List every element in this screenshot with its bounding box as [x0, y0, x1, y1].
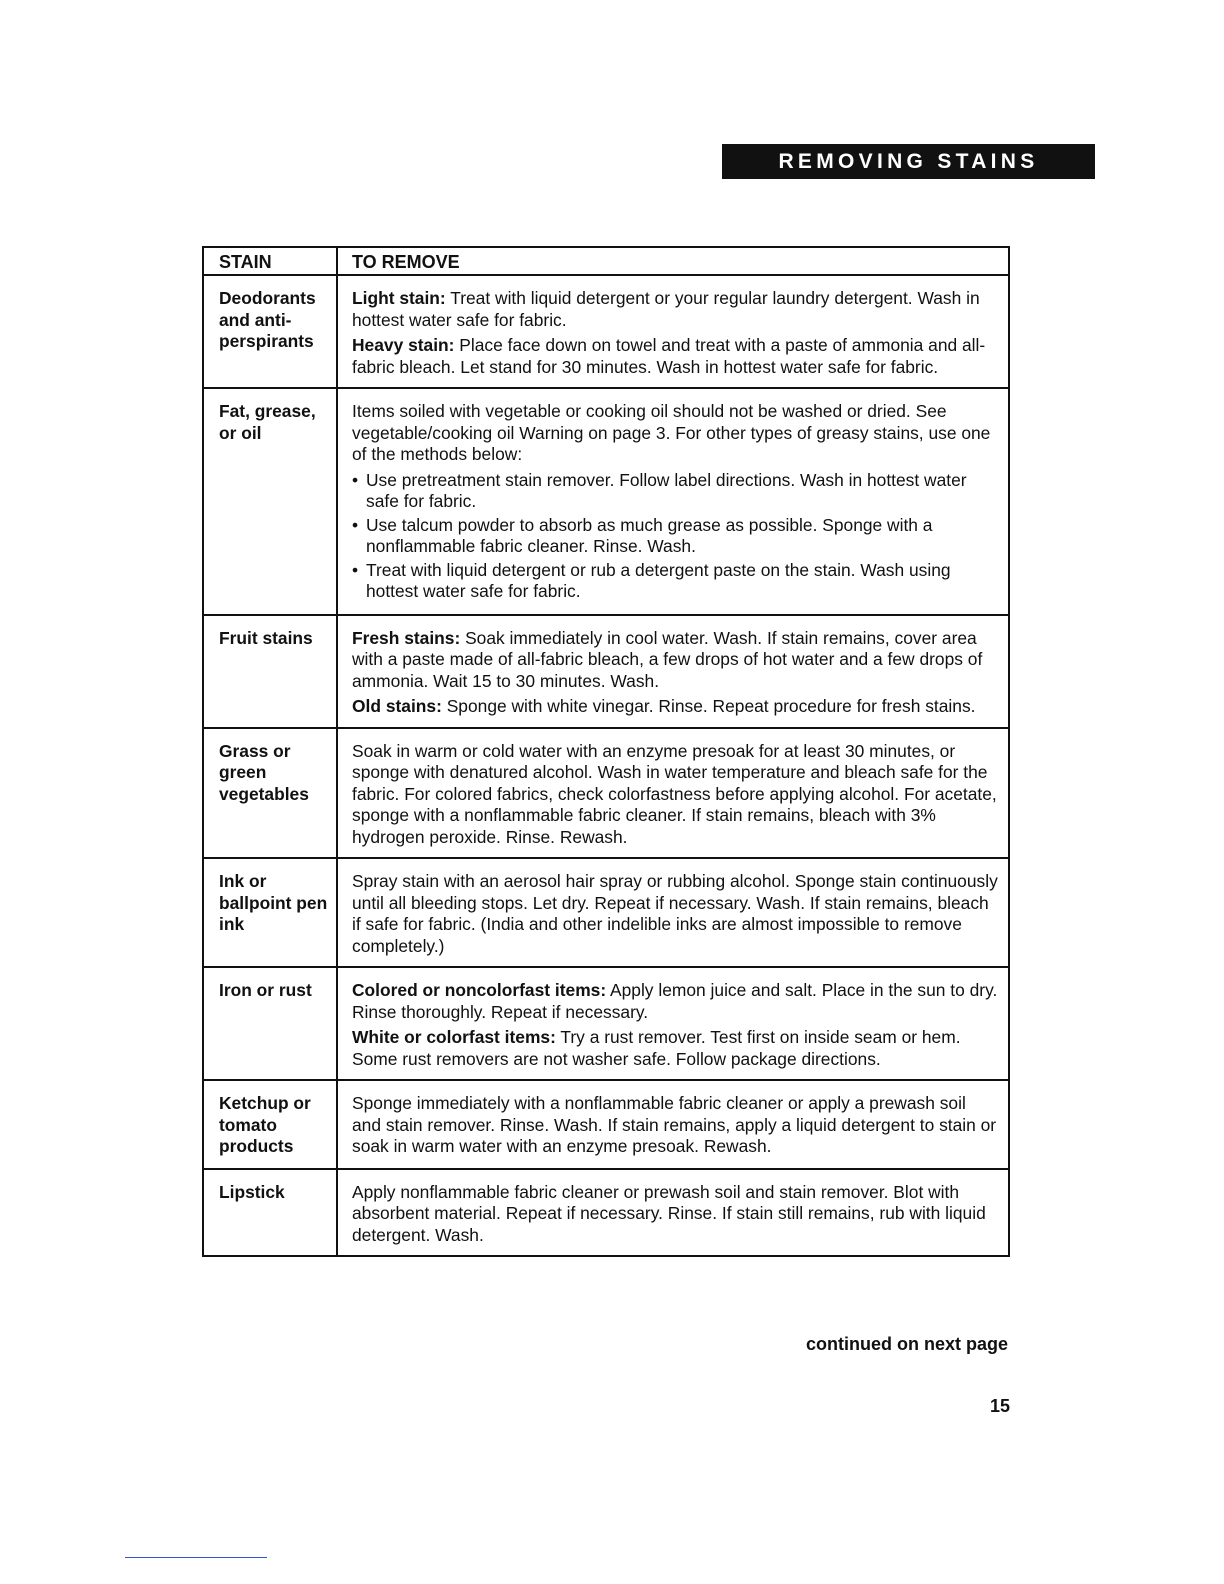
remedy-paragraph — [352, 335, 998, 378]
remedy-paragraph — [352, 1027, 998, 1070]
remedy-text: Soak immediately in cool water. Wash. If stain remains, cover area with a paste made of all-fabric bleach, a few drops of hot water and a few drops of ammonia. Wait 15 to 30 minutes. Wash. — [352, 627, 983, 691]
remedy-paragraph: Soak in warm or cold water with an enzyme presoak for at least 30 minutes, or sponge with denatured alcohol. Wash in water temperature and bleach safe for the fabric. For colored fabrics, check colorfastness before applying alcohol. For acetate, sponge with a nonflammable fabric cleaner. If stain remains, bleach with 3% hydrogen peroxide. Rinse. Rewash. — [352, 740, 997, 847]
list-item — [352, 515, 998, 558]
stain-name-grass: Grass or green vegetables — [203, 728, 337, 859]
bullet-text: Treat with liquid detergent or rub a detergent paste on the stain. Wash using hottest water safe for fabric. — [366, 559, 951, 601]
remedy-iron-rust — [337, 967, 1009, 1080]
remedy-label: Colored or noncolorfast items: — [352, 980, 607, 1000]
remedy-text: Apply lemon juice and salt. Place in the sun to dry. Rinse thoroughly. Repeat if necessary. — [352, 980, 998, 1022]
remedy-paragraph: Apply nonflammable fabric cleaner or prewash soil and stain remover. Blot with absorbent material. Repeat if necessary. Rinse. If stain still remains, rub with liquid detergent. Wash. — [352, 1181, 986, 1245]
table-header-row — [203, 247, 1009, 275]
remedy-ketchup — [337, 1080, 1009, 1169]
stain-name-deodorants: Deodorants and anti-perspirants — [203, 275, 337, 388]
stain-name-ketchup: Ketchup or tomato products — [203, 1080, 337, 1169]
remedy-text: Treat with liquid detergent or your regular laundry detergent. Wash in hottest water safe for fabric. — [352, 288, 980, 330]
remedy-lipstick — [337, 1169, 1009, 1257]
stain-name-fat-grease-oil: Fat, grease, or oil — [203, 388, 337, 615]
remedy-text: Try a rust remover. Test first on inside seam or hem. Some rust removers are not washer safe. Follow package directions. — [352, 1027, 961, 1069]
table-row — [203, 1169, 1009, 1257]
remedy-label: White or colorfast items: — [352, 1027, 556, 1047]
continued-notice: continued on next page — [805, 1334, 1008, 1354]
remedy-label: Heavy stain: — [352, 335, 455, 355]
remedy-label: Fresh stains: — [352, 627, 461, 648]
bullet-dot-icon: • — [352, 514, 359, 535]
table-row — [203, 1080, 1009, 1169]
remedy-paragraph — [352, 288, 998, 331]
remedy-fat-grease-oil — [337, 388, 1009, 615]
remedy-paragraph — [352, 696, 998, 718]
remedy-paragraph: Sponge immediately with a nonflammable fabric cleaner or apply a prewash soil and stain remover. Rinse. Wash. If stain remains, apply a liquid detergent to stain or soak in warm water with an enzyme presoak. Rewash. — [352, 1093, 997, 1156]
footnote-rule — [125, 1557, 267, 1558]
remedy-paragraph — [352, 628, 998, 693]
column-header-to-remove: TO REMOVE — [337, 247, 1009, 275]
bullet-dot-icon: • — [352, 469, 359, 490]
stain-name-ink: Ink or ballpoint pen ink — [203, 858, 337, 967]
remedy-grass — [337, 728, 1009, 859]
table-row — [203, 728, 1009, 859]
table-row — [203, 615, 1009, 728]
remedy-text: Sponge with white vinegar. Rinse. Repeat procedure for fresh stains. — [441, 696, 976, 716]
remedy-text: Place face down on towel and treat with a paste of ammonia and all-fabric bleach. Let stand for 30 minutes. Wash in hottest water safe for fabric. — [352, 335, 986, 377]
stain-name-lipstick: Lipstick — [203, 1169, 337, 1257]
table-row — [203, 275, 1009, 388]
table-row — [203, 967, 1009, 1080]
remedy-fruit — [337, 615, 1009, 728]
stain-name-fruit: Fruit stains — [203, 615, 337, 728]
table-row — [203, 858, 1009, 967]
list-item — [352, 560, 998, 603]
column-header-stain: STAIN — [203, 247, 337, 275]
remedy-paragraph — [352, 980, 998, 1023]
page-number: 15 — [989, 1396, 1010, 1416]
remedy-label: Old stains: — [352, 696, 442, 716]
remedy-ink — [337, 858, 1009, 967]
remedy-label: Light stain: — [352, 288, 446, 308]
remedy-paragraph: Spray stain with an aerosol hair spray or rubbing alcohol. Sponge stain continuously until all bleeding stops. Let dry. Repeat if necessary. Wash. If stain remains, bleach if safe for fabric. (India and other indelible inks are almost impossible to remove completely.) — [352, 871, 998, 956]
remedy-deodorants — [337, 275, 1009, 388]
table-row — [203, 388, 1009, 615]
remedy-bullet-list — [352, 470, 998, 603]
list-item — [352, 470, 998, 513]
bullet-text: Use talcum powder to absorb as much grease as possible. Sponge with a nonflammable fabric cleaner. Rinse. Wash. — [366, 514, 933, 556]
section-header-banner: REMOVING STAINS — [722, 144, 1095, 179]
bullet-text: Use pretreatment stain remover. Follow label directions. Wash in hottest water safe for fabric. — [366, 469, 967, 511]
remedy-intro: Items soiled with vegetable or cooking oil should not be washed or dried. See vegetable/cooking oil Warning on page 3. For other types of greasy stains, use one of the methods below: — [352, 401, 991, 464]
bullet-dot-icon: • — [352, 559, 359, 580]
stain-removal-table — [202, 246, 1010, 1257]
stain-name-iron-rust: Iron or rust — [203, 967, 337, 1080]
